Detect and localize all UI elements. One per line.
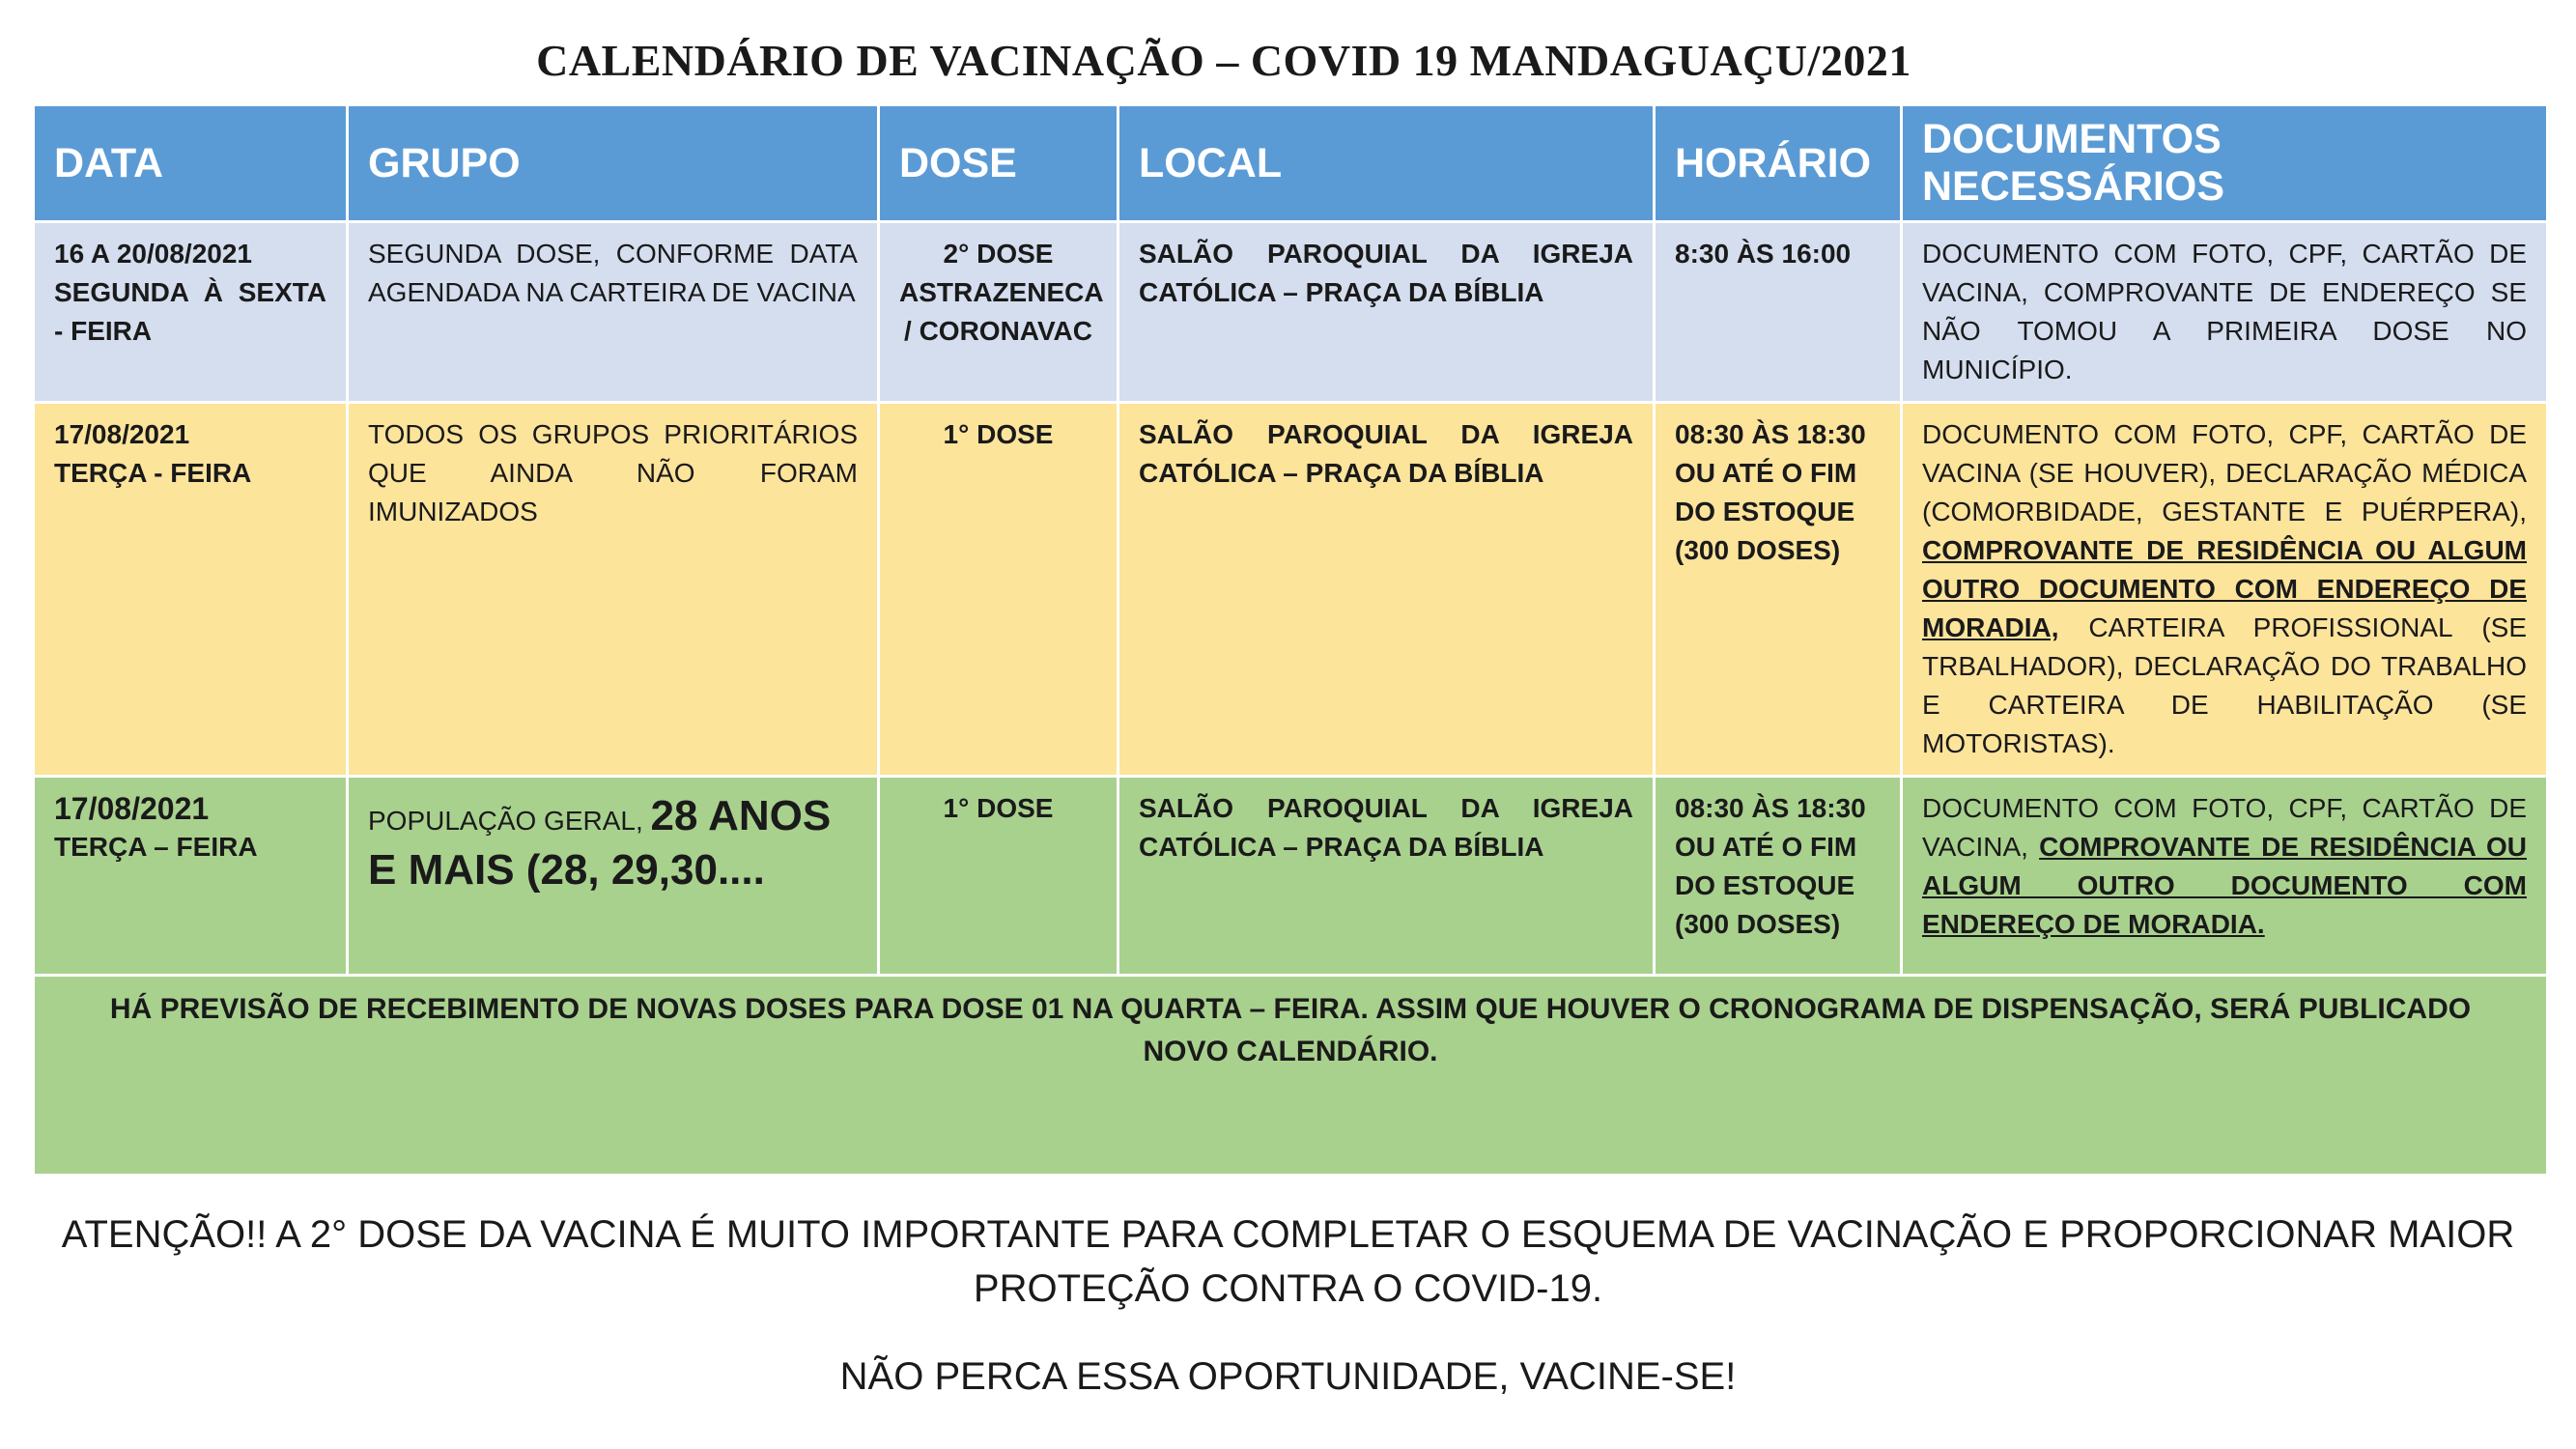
header-local: LOCAL xyxy=(1118,105,1655,222)
cell-dose: 1° DOSE xyxy=(879,777,1118,976)
grupo-text: POPULAÇÃO GERAL, xyxy=(368,806,651,836)
grupo-emphasis: 28 ANOS E MAIS (28, 29,30.... xyxy=(368,792,832,894)
date-range: 16 A 20/08/2021 xyxy=(54,239,252,269)
cell-local: SALÃO PAROQUIAL DA IGREJA CATÓLICA – PRAÇA DA BÍBLIA xyxy=(1118,403,1655,777)
cell-grupo xyxy=(348,777,879,976)
cell-data xyxy=(34,222,348,403)
documentos-emphasis: COMPROVANTE DE RESIDÊNCIA OU ALGUM OUTRO DOCUMENTO COM ENDEREÇO DE MORADIA, xyxy=(1922,535,2527,642)
slogan: NÃO PERCA ESSA OPORTUNIDADE, VACINE-SE! xyxy=(839,1355,1737,1398)
vaccination-schedule-table xyxy=(32,103,2549,1177)
cell-horario: 08:30 ÀS 18:30 OU ATÉ O FIM DO ESTOQUE (300 DOSES) xyxy=(1655,403,1902,777)
documentos-emphasis: COMPROVANTE DE RESIDÊNCIA OU ALGUM OUTRO DOCUMENTO COM ENDEREÇO DE MORADIA. xyxy=(1922,832,2527,939)
header-dose: DOSE xyxy=(879,105,1118,222)
header-grupo: GRUPO xyxy=(348,105,879,222)
table-row xyxy=(34,222,2548,403)
header-documentos: DOCUMENTOS NECESSÁRIOS xyxy=(1902,105,2548,222)
table-header-row xyxy=(34,105,2548,222)
cell-horario: 8:30 ÀS 16:00 xyxy=(1655,222,1902,403)
attention-message: ATENÇÃO!! A 2° DOSE DA VACINA É MUITO IMPORTANTE PARA COMPLETAR O ESQUEMA DE VACINAÇÃO E PROPORCIONAR MAIOR PROTEÇÃO CONTRA O COVID-19. xyxy=(61,1213,2515,1310)
table-row xyxy=(34,777,2548,976)
cell-grupo: SEGUNDA DOSE, CONFORME DATA AGENDADA NA CARTEIRA DE VACINA xyxy=(348,222,879,403)
weekday: TERÇA - FEIRA xyxy=(54,458,252,488)
cell-dose: 1° DOSE xyxy=(879,403,1118,777)
page-title: CALENDÁRIO DE VACINAÇÃO – COVID 19 MANDAGUAÇU/2021 xyxy=(536,36,1911,85)
cell-documentos xyxy=(1902,777,2548,976)
weekday: TERÇA – FEIRA xyxy=(54,832,258,862)
cell-data xyxy=(34,777,348,976)
documentos-text: DOCUMENTO COM FOTO, CPF, CARTÃO DE VACINA, xyxy=(1922,793,2527,862)
note-row xyxy=(34,976,2548,1176)
header-data: DATA xyxy=(34,105,348,222)
cell-horario: 08:30 ÀS 18:30 OU ATÉ O FIM DO ESTOQUE (300 DOSES) xyxy=(1655,777,1902,976)
documentos-text: CARTEIRA PROFISSIONAL (SE TRBALHADOR), DECLARAÇÃO DO TRABALHO E CARTEIRA DE HABILITAÇÃO (SE MOTORISTAS). xyxy=(1922,612,2527,758)
note-text: HÁ PREVISÃO DE RECEBIMENTO DE NOVAS DOSES PARA DOSE 01 NA QUARTA – FEIRA. ASSIM QUE HOUVER O CRONOGRAMA DE DISPENSAÇÃO, SERÁ PUBLICADO NOVO CALENDÁRIO. xyxy=(34,976,2548,1176)
cell-documentos: DOCUMENTO COM FOTO, CPF, CARTÃO DE VACINA, COMPROVANTE DE ENDEREÇO SE NÃO TOMOU A PRIMEIRA DOSE NO MUNICÍPIO. xyxy=(1902,222,2548,403)
cell-documentos xyxy=(1902,403,2548,777)
weekday: SEGUNDA À SEXTA - FEIRA xyxy=(54,277,326,346)
cell-dose: 2° DOSE ASTRAZENECA / CORONAVAC xyxy=(879,222,1118,403)
header-horario: HORÁRIO xyxy=(1655,105,1902,222)
documentos-text: DOCUMENTO COM FOTO, CPF, CARTÃO DE VACINA (SE HOUVER), DECLARAÇÃO MÉDICA (COMORBIDADE, GESTANTE E PUÉRPERA), xyxy=(1922,419,2527,526)
date: 17/08/2021 xyxy=(54,791,210,826)
table-row xyxy=(34,403,2548,777)
date: 17/08/2021 xyxy=(54,419,190,449)
cell-data xyxy=(34,403,348,777)
cell-grupo: TODOS OS GRUPOS PRIORITÁRIOS QUE AINDA NÃO FORAM IMUNIZADOS xyxy=(348,403,879,777)
cell-local: SALÃO PAROQUIAL DA IGREJA CATÓLICA – PRAÇA DA BÍBLIA xyxy=(1118,222,1655,403)
cell-local: SALÃO PAROQUIAL DA IGREJA CATÓLICA – PRAÇA DA BÍBLIA xyxy=(1118,777,1655,976)
